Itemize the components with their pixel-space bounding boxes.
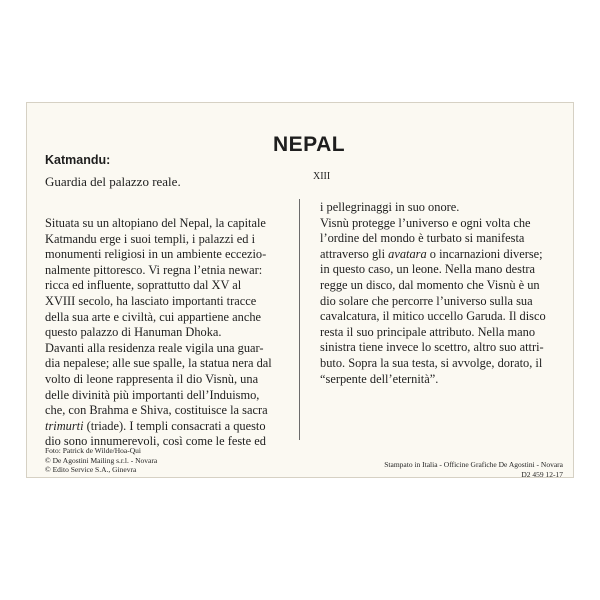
text-line: sinistra tiene invece lo scettro, altro suo attri- xyxy=(320,340,544,355)
text-line: regge un disco, dal momento che Visnù è un xyxy=(320,277,540,292)
column-divider xyxy=(299,199,300,440)
text-line: nalmente pittoresco. Vi regna l’etnia newar: xyxy=(45,262,263,277)
text-line: “serpente dell’eternità”. xyxy=(320,371,439,386)
text-line: dio sono innumerevoli, così come le feste ed xyxy=(45,434,266,449)
text-line: XVIII secolo, ha lasciato importanti tracce xyxy=(45,293,257,308)
text-line: buto. Sopra la sua testa, si avvolge, dorato, il xyxy=(320,355,543,370)
printer-info xyxy=(384,460,563,479)
text-line: delle divinità più importanti dell’Induismo, xyxy=(45,387,260,402)
text-line: trimurti (triade). I templi consacrati a questo xyxy=(45,418,266,433)
text-line: Situata su un altopiano del Nepal, la capitale xyxy=(45,216,266,230)
text-line: della sua arte e civiltà, cui appartiene anche xyxy=(45,309,262,324)
text-line: in questo caso, un leone. Nella mano destra xyxy=(320,262,536,277)
text-line: che, con Brahma e Shiva, costituisce la sacra xyxy=(45,403,268,418)
text-line: Katmandu erge i suoi templi, i palazzi ed i xyxy=(45,231,256,246)
text-line: dia nepalese; alle sue spalle, la statua nera dal xyxy=(45,356,272,371)
text-line: monumenti religiosi in un ambiente eccezio- xyxy=(45,247,267,262)
card-title: NEPAL xyxy=(273,133,346,156)
text-line: l’ordine del mondo è turbato si manifesta xyxy=(320,231,525,246)
text-line: Davanti alla residenza reale vigila una guar- xyxy=(45,340,264,355)
credit-line: © Edito Service S.A., Ginevra xyxy=(45,465,137,474)
credit-line: Foto: Patrick de Wilde/Hoa-Qui xyxy=(45,446,142,455)
postcard-back xyxy=(26,102,574,478)
text-line: ricca ed influente, soprattutto dal XV al xyxy=(45,278,242,293)
print-code: D2 459 12-17 xyxy=(521,469,563,479)
text-line: volto di leone rappresenta il dio Visnù, una xyxy=(45,371,259,386)
text-column-right xyxy=(320,200,546,387)
printer-line: Stampato in Italia - Officine Grafiche De Agostini - Novara xyxy=(384,460,563,469)
text-line: i pellegrinaggi in suo onore. xyxy=(320,200,460,214)
text-line: resta il suo principale attributo. Nella mano xyxy=(320,324,536,339)
credit-line: © De Agostini Mailing s.r.l. - Novara xyxy=(45,455,158,465)
text-line: Visnù protegge l’universo e ogni volta che xyxy=(320,215,531,230)
text-line: dio solare che percorre l’universo sulla sua xyxy=(320,293,533,308)
location-heading: Katmandu: xyxy=(45,153,111,167)
text-line: attraverso gli avatara o incarnazioni diverse; xyxy=(320,246,543,261)
photo-credits xyxy=(45,446,157,475)
card-number: XIII xyxy=(313,171,331,182)
photo-caption: Guardia del palazzo reale. xyxy=(45,174,181,189)
text-column-left xyxy=(45,216,272,450)
text-line: questo palazzo di Hanuman Dhoka. xyxy=(45,325,222,340)
text-line: cavalcatura, il mitico uccello Garuda. Il disco xyxy=(320,309,546,324)
